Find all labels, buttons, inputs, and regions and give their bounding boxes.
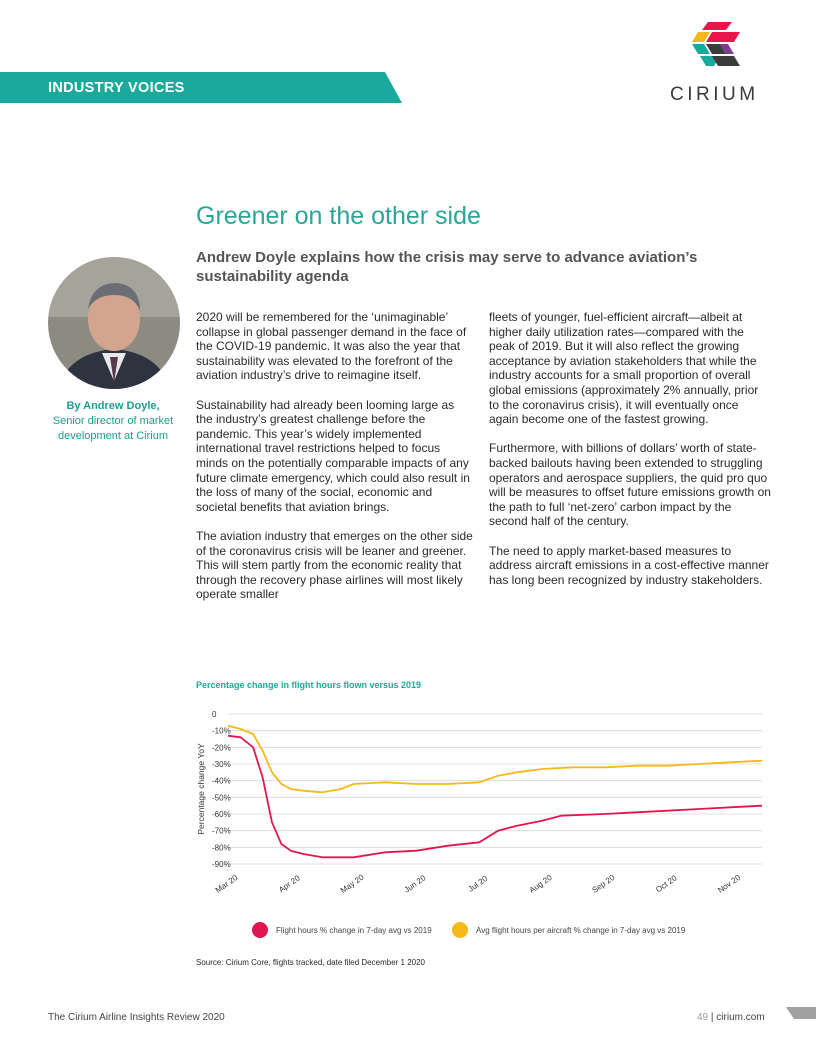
y-tick-label: -60%	[212, 810, 231, 819]
series-line-flight-hours	[228, 736, 762, 858]
body-column-1	[196, 310, 474, 616]
x-tick-label: Jun 20	[402, 873, 428, 895]
body-column-2	[489, 310, 771, 602]
author-role: Senior director of market development at Cirium	[52, 415, 174, 442]
y-tick-label: -80%	[212, 843, 231, 853]
chart-source: Source: Cirium Core, flights tracked, date filed December 1 2020	[196, 958, 425, 967]
paragraph: Furthermore, with billions of dollars’ worth of state-backed bailouts having been extended to struggling operators and aerospace suppliers, the quid pro quo will be measures to offset future emissions growth on the path to full ‘net-zero’ carbon impact by the second half of the century.	[489, 441, 771, 529]
legend-item-avg-hours	[452, 922, 685, 938]
page-corner-tab	[786, 1007, 816, 1019]
article-title: Greener on the other side	[196, 202, 481, 230]
legend-label: Avg flight hours per aircraft % change in 7-day avg vs 2019	[476, 925, 686, 935]
flight-hours-chart	[190, 700, 770, 900]
footer-site-link[interactable]: cirium.com	[716, 1012, 765, 1023]
author-photo	[48, 257, 180, 389]
x-tick-label: Mar 20	[213, 873, 240, 895]
x-tick-label: Aug 20	[527, 872, 554, 895]
footer-separator: |	[710, 1012, 714, 1023]
paragraph: 2020 will be remembered for the ‘unimaginable’ collapse in global passenger demand in the face of the COVID-19 pandemic. It was also the year that sustainability was elevated to the forefront of the aviation industry’s drive to reimagine itself.	[196, 310, 467, 383]
brand-wordmark: CIRIUM	[670, 84, 759, 105]
author-byline	[40, 399, 186, 444]
y-tick-label: -30%	[212, 760, 231, 769]
author-name: By Andrew Doyle,	[66, 400, 160, 412]
x-tick-label: Jul 20	[466, 874, 490, 894]
x-tick-label: Apr 20	[277, 873, 302, 895]
footer-publication: The Cirium Airline Insights Review 2020	[48, 1012, 225, 1023]
y-axis-label: Percentage change YoY	[196, 743, 206, 835]
legend-item-flight-hours	[252, 922, 432, 938]
section-label: INDUSTRY VOICES	[48, 80, 185, 96]
x-tick-label: Sep 20	[590, 872, 617, 895]
paragraph: The aviation industry that emerges on the other side of the coronavirus crisis will be leaner and greener. This will stem partly from the economic reality that through the recovery phase airlines will most likely operate smaller	[196, 528, 473, 602]
page-number: 49	[697, 1012, 709, 1023]
article-subtitle: Andrew Doyle explains how the crisis may serve to advance aviation’s sustainability agenda	[196, 249, 698, 285]
paragraph: The need to apply market-based measures to address aircraft emissions in a cost-effective manner has long been recognized by industry stakeholders.	[489, 543, 769, 587]
legend-swatch-yellow	[452, 922, 468, 938]
y-tick-label: -20%	[212, 743, 231, 753]
legend-swatch-red	[252, 922, 268, 938]
x-tick-label: May 20	[338, 872, 366, 896]
cirium-logo-icon	[690, 22, 740, 74]
y-tick-label: -10%	[212, 726, 231, 736]
paragraph: fleets of younger, fuel-efficient aircraft—albeit at higher daily utilization rates—compared with the peak of 2019. But it will also reflect the growing acceptance by aviation stakeholders that while the industry accounts for a small proportion of overall global emissions (approximately 2% annually, prior to the coronavirus crisis), it will eventually once again become one of the fastest growing.	[489, 310, 759, 427]
footer-page-info	[697, 1012, 765, 1023]
legend-label: Flight hours % change in 7-day avg vs 2019	[276, 925, 432, 935]
x-tick-label: Nov 20	[716, 872, 743, 895]
series-line-avg-hours	[228, 726, 762, 793]
chart-title: Percentage change in flight hours flown versus 2019	[196, 680, 422, 690]
y-tick-label: -50%	[212, 793, 231, 803]
y-tick-label: -70%	[212, 826, 231, 836]
y-tick-label: -40%	[212, 776, 231, 786]
paragraph: Sustainability had already been looming large as the industry’s greatest challenge before the pandemic. This year’s widely implemented international travel restrictions helped to focus minds on the potentially comparable impacts of any future climate emergency, which could also result in the loss of many of the social, economic and societal benefits that aviation brings.	[196, 397, 470, 514]
y-tick-label: 0	[212, 710, 217, 719]
y-tick-label: -90%	[212, 860, 231, 869]
x-tick-label: Oct 20	[654, 873, 679, 895]
